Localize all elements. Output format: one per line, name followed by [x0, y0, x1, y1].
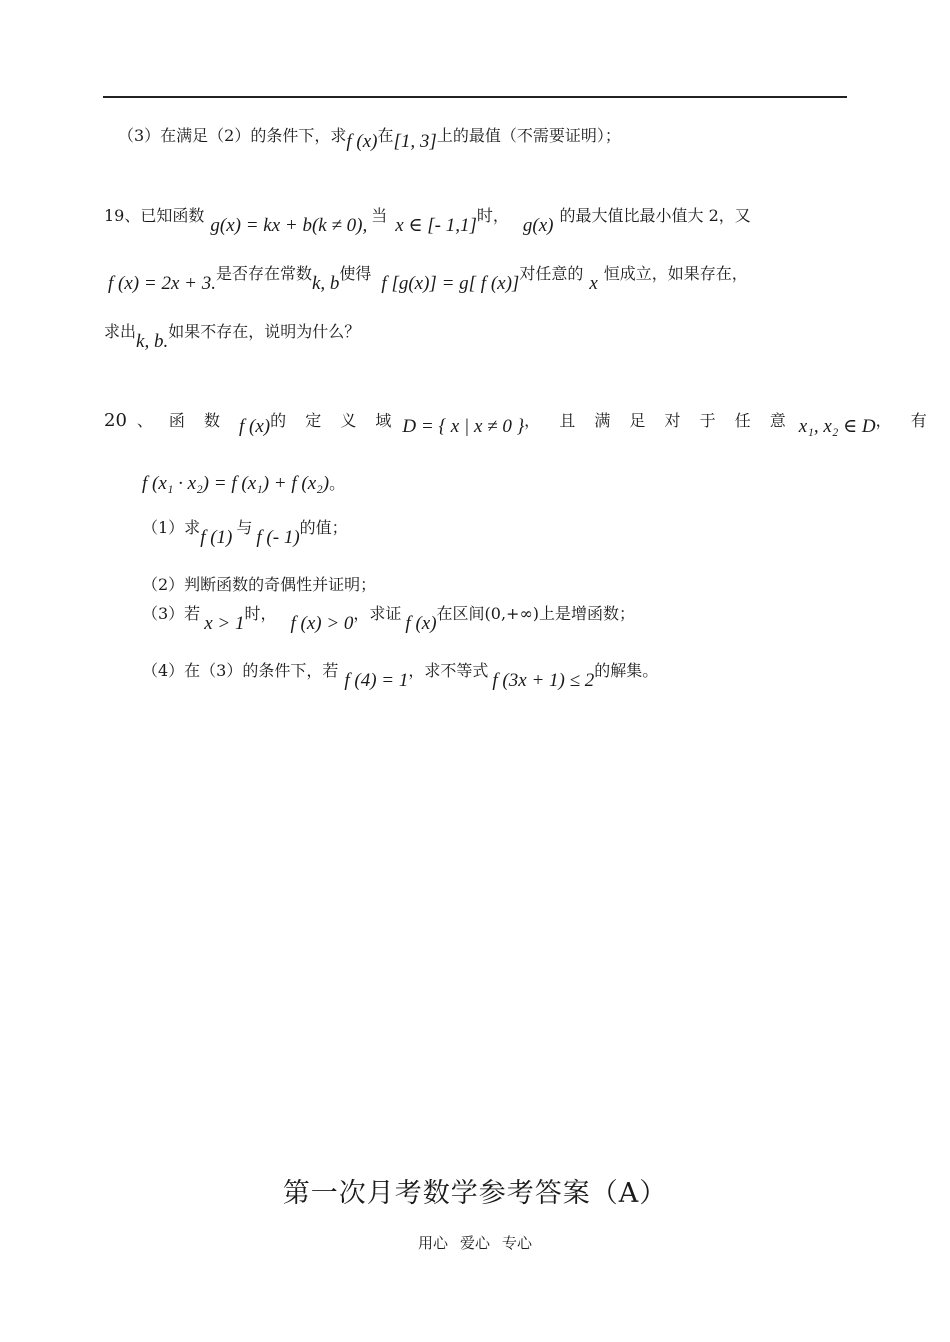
- math-domain: x ∈ [- 1,1]: [395, 215, 477, 236]
- math-gx: g(x): [522, 215, 554, 236]
- math-f1: f (1): [200, 527, 233, 548]
- math-fx: f (x): [405, 613, 437, 634]
- math-f4: f (4) = 1: [344, 670, 409, 691]
- page-footer: 用心 爱心 专心: [417, 1234, 533, 1252]
- math-f-minus1: f (- 1): [256, 527, 300, 548]
- math-x-gt-1: x > 1: [204, 613, 245, 634]
- math-x: x: [589, 273, 598, 294]
- math-interval: [1, 3]: [393, 131, 437, 152]
- question-number: 19、已知函数: [104, 206, 205, 225]
- answer-title: 第一次月考数学参考答案（A）: [282, 1178, 668, 1209]
- math-fx: f (x): [239, 416, 271, 437]
- math-domain-set: D = { x | x ≠ 0 }: [402, 416, 525, 437]
- math-composition: f [g(x)] = g[ f (x)]: [381, 273, 520, 294]
- math-x1-x2: x₁, x₂ ∈ D: [798, 416, 876, 437]
- math-kb: k, b: [311, 273, 340, 294]
- q19-line1: 19、已知函数 g(x) = kx + b(k ≠ 0), 当 x ∈ [- 1,1]时， g(x) 的最大值比最小值大 2，又: [104, 206, 751, 236]
- math-f-def: f (x) = 2x + 3.: [108, 273, 216, 294]
- q20-line1: 20 、 函 数 f (x)的 定 义 域 D = { x | x ≠ 0 }， 且 满 足 对 于 任 意 x₁, x₂ ∈ D， 有: [104, 410, 934, 437]
- question-number: 20: [104, 410, 127, 431]
- q20-functional-equation: f (x₁ · x₂) = f (x₁) + f (x₂)。: [142, 473, 346, 494]
- q20-part4: （4）在（3）的条件下，若 f (4) = 1，求不等式 f (3x + 1) ≤ 2的解集。: [142, 661, 659, 691]
- math-kb: k, b.: [136, 331, 169, 352]
- q20-part3: （3）若 x > 1时， f (x) > 0，求证 f (x)在区间(0,+∞)上是增函数；: [142, 604, 636, 634]
- q20-part2: （2）判断函数的奇偶性并证明；: [142, 575, 377, 594]
- q19-line3: 求出k, b.如果不存在，说明为什么？: [104, 322, 361, 352]
- q18-part3: （3）在满足（2）的条件下，求f (x)在[1, 3]上的最值（不需要证明）；: [118, 126, 621, 152]
- math-functional-eq: f (x₁ · x₂) = f (x₁) + f (x₂): [142, 473, 330, 494]
- math-g-def: g(x) = kx + b(k ≠ 0),: [210, 215, 368, 236]
- q19-line2: f (x) = 2x + 3.是否存在常数k, b使得 f [g(x)] = g[ f (x)]对任意的 x 恒成立，如果存在，: [108, 264, 748, 294]
- header-rule: [103, 96, 847, 98]
- math-inequality: f (3x + 1) ≤ 2: [492, 670, 595, 691]
- math-fx: f (x): [346, 131, 378, 152]
- q20-part1: （1）求f (1) 与 f (- 1)的值；: [142, 518, 348, 548]
- math-fx-positive: f (x) > 0: [290, 613, 354, 634]
